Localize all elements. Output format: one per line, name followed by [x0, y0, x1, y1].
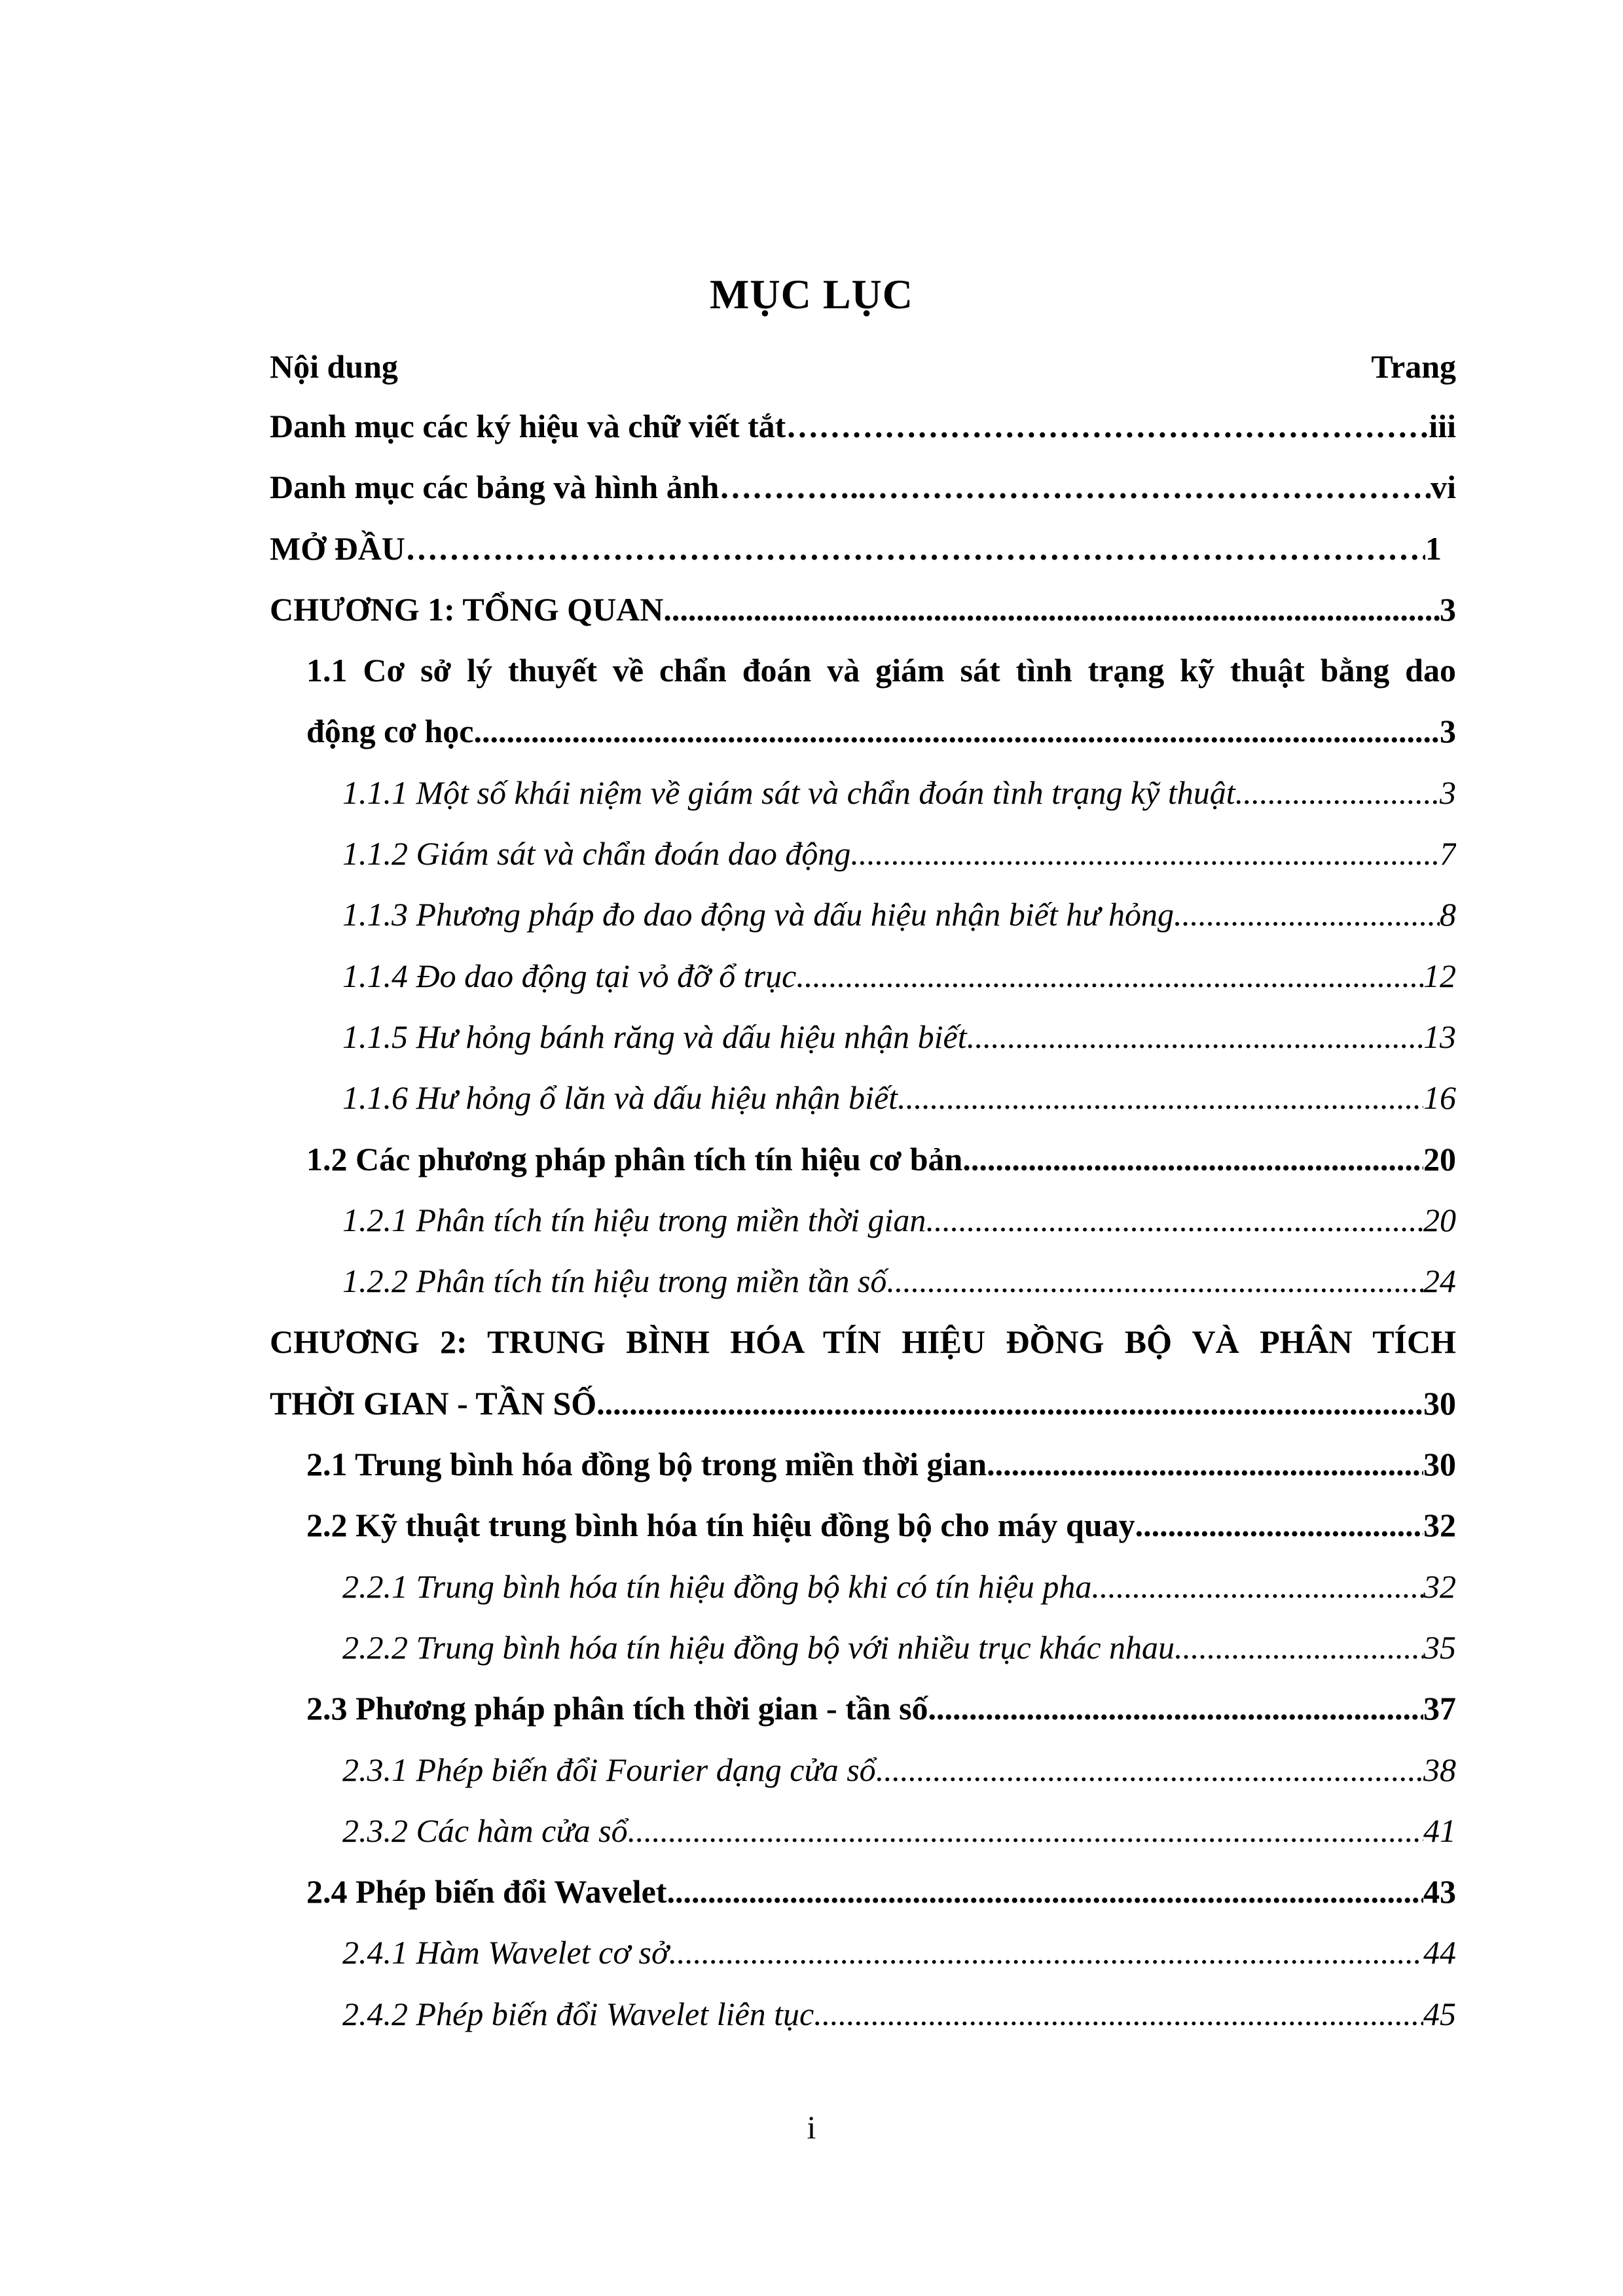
toc-entry-label-line1: 1.1 Cơ sở lý thuyết về chẩn đoán và giám sát tình trạng kỹ thuật bằng dao: [306, 652, 1456, 689]
toc-entry-label: 1.1.5 Hư hỏng bánh răng và dấu hiệu nhận biết: [342, 1018, 967, 1055]
toc-entry[interactable]: [0, 762, 1623, 823]
toc-entry-page: 13: [1423, 1018, 1456, 1055]
toc-entry[interactable]: [0, 1495, 1623, 1556]
toc-entry[interactable]: [0, 884, 1623, 945]
toc-entry-page: 1: [1425, 529, 1442, 567]
toc-entry-label: 1.2.2 Phân tích tín hiệu trong miền tần số: [342, 1263, 887, 1300]
toc-entry-label: 1.1.6 Hư hỏng ổ lăn và dấu hiệu nhận biết: [342, 1079, 898, 1117]
toc-entry-label: 2.4.1 Hàm Wavelet cơ sở: [342, 1934, 669, 1971]
toc-entry-page: 3: [1440, 774, 1456, 811]
toc-leader: [667, 1861, 1423, 1922]
toc-entry-label: 2.1 Trung bình hóa đồng bộ trong miền thời gian: [306, 1446, 987, 1483]
header-content-label: Nội dung: [270, 348, 398, 385]
toc-entry[interactable]: [0, 1922, 1623, 1983]
toc-entry-label-line2: động cơ học: [306, 713, 474, 750]
toc-entry[interactable]: [0, 1617, 1623, 1678]
toc-entry[interactable]: [0, 457, 1623, 518]
toc-leader: [926, 1190, 1423, 1251]
toc-entry-label: 1.1.2 Giám sát và chẩn đoán dao động: [342, 835, 851, 872]
toc-entry-label: 2.4.2 Phép biến đổi Wavelet liên tục: [342, 1995, 814, 2032]
toc-entry[interactable]: [0, 1129, 1623, 1190]
toc-entry-page: 3: [1440, 713, 1456, 750]
toc-leader: [474, 701, 1440, 762]
toc-entry-page: 7: [1440, 835, 1456, 872]
toc-entry[interactable]: [0, 1434, 1623, 1495]
toc-entry-page: 20: [1423, 1140, 1456, 1177]
toc-leader: [814, 1984, 1423, 2045]
toc-entry-label: CHƯƠNG 1: TỔNG QUAN: [270, 590, 664, 628]
header-page-label: Trang: [1371, 348, 1456, 385]
toc-entry-label: Danh mục các ký hiệu và chữ viết tắt: [270, 408, 786, 444]
toc-entry[interactable]: [0, 1861, 1623, 1922]
toc-leader: [1174, 884, 1440, 945]
toc-entry-label-line1: CHƯƠNG 2: TRUNG BÌNH HÓA TÍN HIỆU ĐỒNG BỘ VÀ PHÂN TÍCH: [270, 1323, 1456, 1361]
toc-entry-page: vi: [1431, 469, 1456, 506]
toc-entry[interactable]: [0, 1740, 1623, 1801]
toc-leader: [987, 1434, 1423, 1495]
toc-entry[interactable]: [0, 1801, 1623, 1861]
toc-entry-page: 3: [1440, 590, 1456, 628]
toc-entry-label: 1.1.1 Một số khái niệm về giám sát và chẩn đoán tình trạng kỹ thuật: [342, 774, 1235, 811]
toc-entry-label: 2.2.1 Trung bình hóa tín hiệu đồng bộ khi có tín hiệu pha: [342, 1568, 1092, 1605]
toc-entry-page: 44: [1423, 1934, 1456, 1971]
toc-leader: [663, 579, 1440, 640]
toc-leader: [596, 1373, 1423, 1434]
toc-entry-page: 24: [1423, 1263, 1456, 1300]
toc-entry-page: 41: [1423, 1812, 1456, 1849]
toc-entry-label-line2: THỜI GIAN - TẦN SỐ: [270, 1384, 597, 1422]
toc-leader: [1235, 762, 1440, 823]
toc-leader: [719, 457, 1431, 518]
toc-entry[interactable]: [0, 1007, 1623, 1067]
toc-entry[interactable]: [0, 1312, 1623, 1434]
toc-entry[interactable]: [0, 1678, 1623, 1739]
toc-entry-page: 20: [1423, 1201, 1456, 1238]
toc-entry-page: 37: [1423, 1690, 1456, 1727]
toc-entry-page: 43: [1423, 1873, 1456, 1910]
toc-entry[interactable]: [0, 946, 1623, 1007]
toc-entry[interactable]: [0, 1556, 1623, 1617]
toc-leader: [967, 1007, 1423, 1067]
toc-leader: [898, 1067, 1423, 1128]
toc-leader: [1135, 1495, 1423, 1556]
page-title: MỤC LỤC: [710, 271, 913, 317]
toc-entry[interactable]: [0, 518, 1623, 579]
toc-leader: [1091, 1556, 1423, 1617]
toc-entry[interactable]: [0, 1251, 1623, 1312]
toc-entry-page: 12: [1423, 957, 1456, 994]
toc-entry-label: Danh mục các bảng và hình ảnh: [270, 469, 720, 506]
toc-entry[interactable]: [0, 1190, 1623, 1251]
toc-leader: [786, 396, 1429, 457]
toc-entry-page: 8: [1440, 896, 1456, 933]
toc-entry-label: 1.1.4 Đo dao động tại vỏ đỡ ổ trục: [342, 957, 797, 994]
toc-entry-page: 35: [1423, 1628, 1456, 1666]
toc-entry-label: 2.3.2 Các hàm cửa sổ: [342, 1812, 628, 1849]
toc-entry-label: 2.3 Phương pháp phân tích thời gian - tần số: [306, 1690, 928, 1727]
toc-entry-label: 2.3.1 Phép biến đổi Fourier dạng cửa sổ: [342, 1751, 876, 1788]
toc-leader: [628, 1801, 1423, 1861]
toc-entry-page: 30: [1423, 1446, 1456, 1483]
toc-entry-page: 16: [1423, 1079, 1456, 1117]
toc-entry[interactable]: [0, 1984, 1623, 2045]
toc-leader: [669, 1922, 1423, 1983]
toc-entry-page: 38: [1423, 1751, 1456, 1788]
toc-entry-label: 1.1.3 Phương pháp đo dao động và dấu hiệu nhận biết hư hỏng: [342, 896, 1175, 933]
toc-entry[interactable]: [0, 579, 1623, 640]
toc-leader: [796, 946, 1423, 1007]
toc-entry[interactable]: [0, 396, 1623, 457]
table-of-contents: [0, 396, 1623, 2045]
toc-entry[interactable]: [0, 823, 1623, 884]
toc-leader: [405, 518, 1425, 579]
toc-entry-label: 2.2.2 Trung bình hóa tín hiệu đồng bộ với nhiều trục khác nhau: [342, 1628, 1175, 1666]
toc-leader: [928, 1678, 1423, 1739]
toc-entry-page: 30: [1423, 1384, 1456, 1422]
toc-entry[interactable]: [0, 1067, 1623, 1128]
toc-header: [270, 334, 1456, 399]
page-number: i: [807, 2109, 816, 2145]
toc-leader: [962, 1129, 1423, 1190]
toc-entry-label: 2.2 Kỹ thuật trung bình hóa tín hiệu đồng bộ cho máy quay: [306, 1507, 1135, 1544]
toc-entry-page: 32: [1423, 1568, 1456, 1605]
toc-leader: [876, 1740, 1423, 1801]
toc-entry[interactable]: [0, 640, 1623, 762]
toc-leader: [1175, 1617, 1423, 1678]
toc-entry-label: 2.4 Phép biến đổi Wavelet: [306, 1873, 667, 1910]
toc-leader: [886, 1251, 1423, 1312]
toc-entry-page: 32: [1423, 1507, 1456, 1544]
toc-entry-label: 1.2 Các phương pháp phân tích tín hiệu cơ bản: [306, 1140, 963, 1177]
toc-entry-page: iii: [1429, 408, 1456, 444]
toc-entry-page: 45: [1423, 1995, 1456, 2032]
toc-leader: [850, 823, 1440, 884]
toc-entry-label: MỞ ĐẦU: [270, 529, 405, 567]
toc-entry-label: 1.2.1 Phân tích tín hiệu trong miền thời gian: [342, 1201, 926, 1238]
